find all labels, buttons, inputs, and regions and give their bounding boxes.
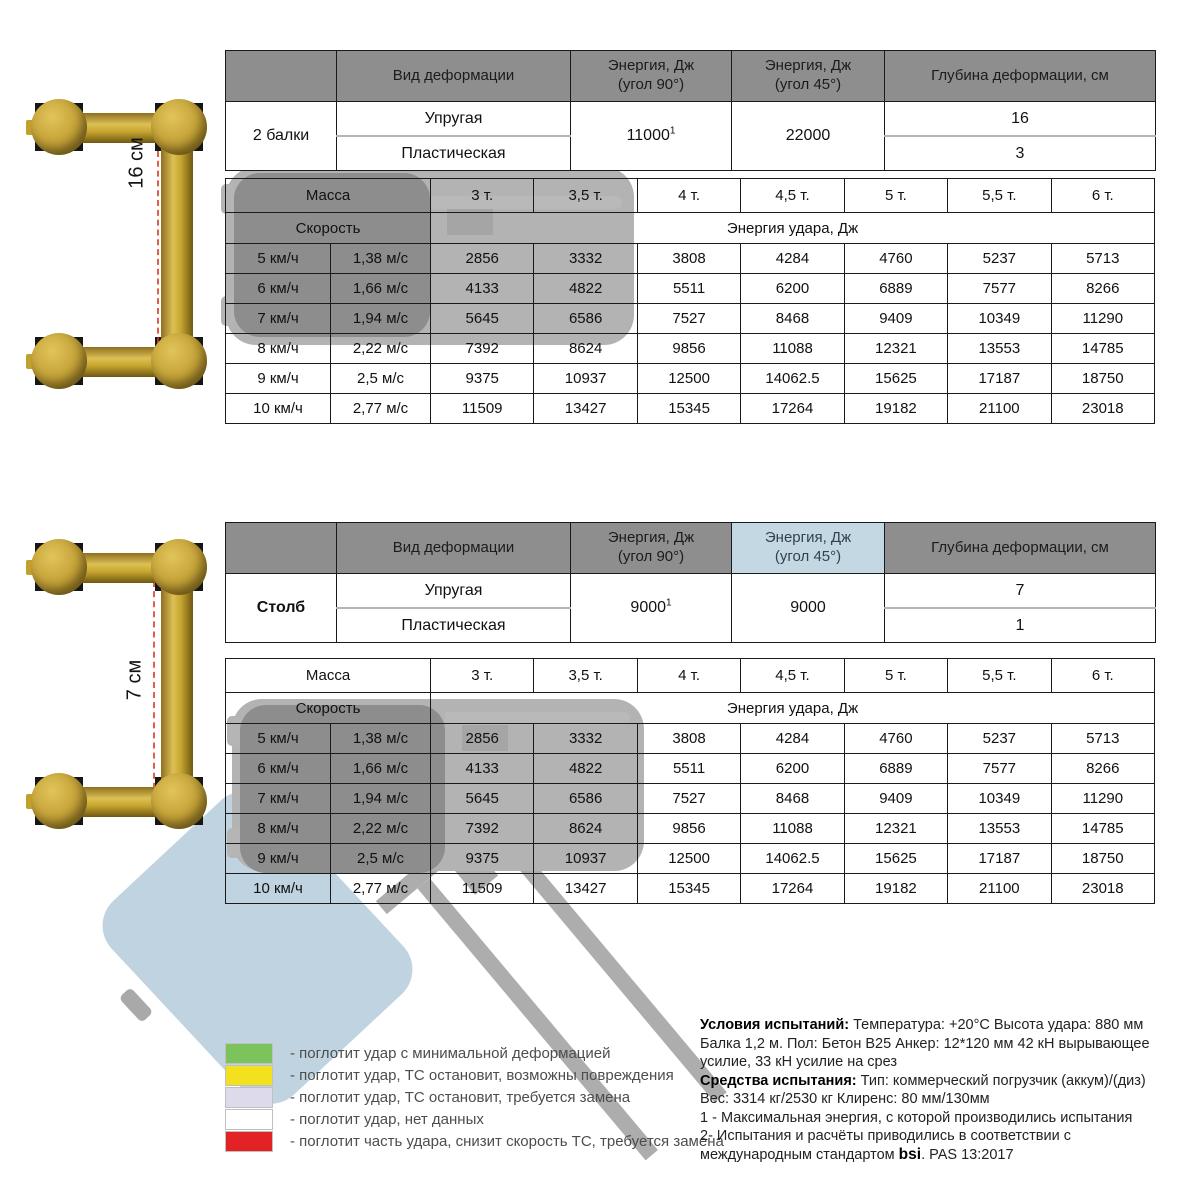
lavender-swatch [225,1087,273,1108]
spec-body-row-1 [226,574,1156,609]
post-cap [31,333,87,389]
notes-text-run: 2- Испытания и расчёты приводились в соответствии с [700,1128,1071,1144]
speed-kmh-cell: 10 км/ч [226,874,331,904]
energy-value-cell: 6586 [534,304,637,334]
mass-value-header: 6 т. [1051,179,1154,213]
energy-90-number: 11000 [626,127,670,144]
energy-value-cell: 15625 [844,364,947,394]
energy-value-cell: 3808 [637,724,740,754]
speed-kmh-cell: 7 км/ч [226,304,331,334]
speed-ms-cell: 2,5 м/с [331,844,431,874]
notes-text-run: . PAS 13:2017 [921,1146,1014,1163]
notes-text-run: усилие, 33 кН усилие на срез [700,1054,898,1070]
energy-90-value [571,574,732,643]
speed-kmh-cell: 5 км/ч [226,244,331,274]
notes-line [700,1035,1175,1054]
color-legend [225,1042,724,1152]
mass-value-header: 3 т. [431,659,534,693]
energy-value-cell: 21100 [948,394,1051,424]
energy-value-cell: 11088 [741,814,844,844]
energy-value-cell: 9375 [431,364,534,394]
energy-data-row [226,394,1155,424]
spec-row-label: Столб [226,574,337,643]
barrier-post [155,777,203,825]
mass-header-row [226,179,1155,213]
energy-value-cell: 13553 [948,814,1051,844]
energy-value-cell: 7527 [637,304,740,334]
mass-value-header: 3,5 т. [534,179,637,213]
depth-value-plastic: 3 [885,136,1156,171]
post-cap [31,773,87,829]
energy-value-cell: 8624 [534,334,637,364]
speed-header-row [226,693,1155,724]
energy-value-cell: 5713 [1051,724,1154,754]
mass-value-header: 4,5 т. [741,659,844,693]
speed-kmh-cell: 9 км/ч [226,844,331,874]
speed-label-cell: Скорость [226,213,431,244]
post-cap [151,99,207,155]
barrier-post [155,337,203,385]
notes-text-run: bsi [898,1145,922,1163]
spec-table [225,50,1156,171]
energy-value-cell: 7527 [637,784,740,814]
deflection-label: 7 см [123,659,146,701]
deflection-dashed-line [153,581,155,799]
notes-text-run: Балка 1,2 м. Пол: Бетон В25 Анкер: 12*120 мм 42 кН вырывающее [700,1035,1150,1052]
legend-label: - поглотит удар, ТС остановит, требуется замена [290,1088,631,1106]
energy-value-cell: 3332 [534,724,637,754]
energy-value-cell: 15345 [637,874,740,904]
post-cap [31,99,87,155]
energy-value-cell: 4760 [844,244,947,274]
legend-item-red [225,1130,724,1152]
energy-data-row [226,334,1155,364]
energy-value-cell: 2856 [431,724,534,754]
energy-90-line1: Энергия, Дж [607,529,695,547]
notes-line [700,1109,1175,1128]
energy-data-row [226,814,1155,844]
energy-value-cell: 10937 [534,844,637,874]
speed-ms-cell: 2,22 м/с [331,334,431,364]
speed-ms-cell: 2,5 м/с [331,364,431,394]
energy-value-cell: 6200 [741,754,844,784]
energy-45-value: 9000 [732,574,885,643]
energy-value-cell: 8266 [1051,754,1154,784]
notes-line [700,1016,1175,1035]
energy-value-cell: 4133 [431,754,534,784]
mass-value-header: 3,5 т. [534,659,637,693]
energy-value-cell: 15625 [844,844,947,874]
energy-45-value: 22000 [732,102,885,171]
energy-value-cell: 11509 [431,874,534,904]
notes-line [700,1053,1175,1072]
impact-energy-label-cell: Энергия удара, Дж [431,213,1155,244]
barrier-post [155,543,203,591]
speed-ms-cell: 1,38 м/с [331,244,431,274]
deformation-type-elastic: Упругая [337,574,571,609]
mass-label-cell: Масса [226,659,431,693]
speed-ms-cell: 1,94 м/с [331,304,431,334]
energy-value-cell: 11290 [1051,784,1154,814]
mass-value-header: 5 т. [844,659,947,693]
mass-value-header: 5 т. [844,179,947,213]
energy-value-cell: 5713 [1051,244,1154,274]
legend-label: - поглотит часть удара, снизит скорость ТС, требуется замена [290,1132,724,1150]
energy-45-line1: Энергия, Дж [764,529,852,547]
energy-value-cell: 5511 [637,754,740,784]
mass-value-header: 4 т. [637,659,740,693]
barrier-post [35,337,83,385]
notes-text-run: международным стандартом [700,1146,899,1163]
energy-value-cell: 14785 [1051,334,1154,364]
energy-value-cell: 23018 [1051,394,1154,424]
energy-value-cell: 18750 [1051,364,1154,394]
energy-value-cell: 17264 [741,874,844,904]
spec-corner-cell [226,523,337,574]
notes-text-run: Вес: 3314 кг/2530 кг Клиренс: 80 мм/130мм [700,1091,990,1107]
speed-ms-cell: 1,38 м/с [331,724,431,754]
spec-col-deformation: Вид деформации [337,51,571,102]
speed-label-cell: Скорость [226,693,431,724]
spec-col-energy-90 [571,51,732,102]
energy-value-cell: 4284 [741,244,844,274]
notes-text-run: Условия испытаний: [700,1017,850,1033]
energy-data-row [226,274,1155,304]
energy-value-cell: 6200 [741,274,844,304]
speed-kmh-cell: 10 км/ч [226,394,331,424]
spec-header-row [226,51,1156,102]
spec-col-energy-45 [732,51,885,102]
energy-value-cell: 5645 [431,784,534,814]
mass-value-header: 4,5 т. [741,179,844,213]
energy-value-cell: 13427 [534,394,637,424]
spec-corner-cell [226,51,337,102]
notes-line [700,1072,1175,1091]
energy-value-cell: 4133 [431,274,534,304]
energy-90-number: 9000 [630,599,667,616]
energy-value-cell: 8266 [1051,274,1154,304]
barrier-illustration [33,543,208,835]
energy-value-cell: 3332 [534,244,637,274]
energy-data-row [226,364,1155,394]
spec-table [225,522,1156,643]
energy-value-cell: 21100 [948,874,1051,904]
energy-value-cell: 15345 [637,394,740,424]
spec-row-label: 2 балки [226,102,337,171]
speed-kmh-cell: 7 км/ч [226,784,331,814]
energy-value-cell: 11290 [1051,304,1154,334]
energy-value-cell: 17264 [741,394,844,424]
energy-data-row [226,844,1155,874]
energy-value-cell: 4284 [741,724,844,754]
energy-value-cell: 11509 [431,394,534,424]
energy-value-cell: 10349 [948,304,1051,334]
energy-90-line1: Энергия, Дж [607,57,695,75]
post-cap [151,773,207,829]
speed-ms-cell: 2,22 м/с [331,814,431,844]
energy-value-cell: 14062.5 [741,844,844,874]
energy-value-cell: 9409 [844,304,947,334]
legend-item-white [225,1108,724,1130]
energy-value-cell: 7392 [431,814,534,844]
energy-value-cell: 12500 [637,364,740,394]
energy-value-cell: 9375 [431,844,534,874]
notes-text-run: Средства испытания: [700,1072,857,1089]
mass-value-header: 3 т. [431,179,534,213]
speed-kmh-cell: 8 км/ч [226,814,331,844]
speed-kmh-cell: 5 км/ч [226,724,331,754]
deformation-type-plastic: Пластическая [337,136,571,171]
notes-text-run: Тип: коммерческий погрузчик (аккум)/(диз) [856,1072,1146,1089]
spec-col-depth: Глубина деформации, см [885,523,1156,574]
energy-90-line2: (угол 90°) [617,548,685,565]
energy-value-cell: 12500 [637,844,740,874]
legend-label: - поглотит удар с минимальной деформацией [290,1044,611,1062]
speed-ms-cell: 1,66 м/с [331,274,431,304]
deformation-type-plastic: Пластическая [337,608,571,643]
energy-data-row [226,724,1155,754]
speed-kmh-cell: 6 км/ч [226,754,331,784]
deflection-dashed-line [157,151,159,363]
spec-col-depth: Глубина деформации, см [885,51,1156,102]
notes-line [700,1127,1175,1146]
speed-ms-cell: 2,77 м/с [331,874,431,904]
energy-value-cell: 4822 [534,754,637,784]
mass-value-header: 4 т. [637,179,740,213]
spec-body-row-1 [226,102,1156,137]
notes-line [700,1146,1175,1165]
energy-value-cell: 7577 [948,274,1051,304]
energy-value-cell: 19182 [844,394,947,424]
energy-data-row [226,304,1155,334]
energy-value-cell: 9856 [637,814,740,844]
spec-header-row [226,523,1156,574]
energy-value-cell: 10937 [534,364,637,394]
speed-header-row [226,213,1155,244]
energy-value-cell: 4760 [844,724,947,754]
energy-value-cell: 12321 [844,814,947,844]
speed-kmh-cell: 9 км/ч [226,364,331,394]
forklift-blue-wheel [119,987,154,1023]
energy-45-line1: Энергия, Дж [764,57,852,75]
energy-value-cell: 5511 [637,274,740,304]
barrier-post [35,777,83,825]
red-swatch [225,1131,273,1152]
legend-item-lavender [225,1086,724,1108]
yellow-swatch [225,1065,273,1086]
green-swatch [225,1043,273,1064]
energy-value-cell: 18750 [1051,844,1154,874]
deformation-type-elastic: Упругая [337,102,571,137]
depth-value-plastic: 1 [885,608,1156,643]
speed-kmh-cell: 6 км/ч [226,274,331,304]
barrier-post [155,103,203,151]
post-cap [31,539,87,595]
energy-value-cell: 6889 [844,274,947,304]
impact-energy-label-cell: Энергия удара, Дж [431,693,1155,724]
spec-col-deformation: Вид деформации [337,523,571,574]
energy-data-row [226,754,1155,784]
energy-90-footnote-mark: 1 [666,597,672,609]
energy-value-cell: 5237 [948,724,1051,754]
energy-value-cell: 14062.5 [741,364,844,394]
barrier-illustration [33,103,208,395]
energy-45-line2: (угол 45°) [774,548,842,565]
energy-value-cell: 14785 [1051,814,1154,844]
legend-label: - поглотит удар, нет данных [290,1110,484,1128]
energy-90-line2: (угол 90°) [617,76,685,93]
energy-value-cell: 12321 [844,334,947,364]
energy-value-cell: 8468 [741,784,844,814]
energy-value-cell: 9409 [844,784,947,814]
post-cap [151,539,207,595]
energy-value-cell: 13427 [534,874,637,904]
notes-text-run: Температура: +20°C Высота удара: 880 мм [849,1017,1144,1033]
spec-col-energy-45 [732,523,885,574]
energy-value-cell: 5645 [431,304,534,334]
energy-value-cell: 13553 [948,334,1051,364]
energy-value-cell: 19182 [844,874,947,904]
energy-value-cell: 4822 [534,274,637,304]
legend-item-green [225,1042,724,1064]
energy-data-row [226,784,1155,814]
test-conditions-notes [700,1016,1175,1164]
energy-value-cell: 10349 [948,784,1051,814]
energy-data-row [226,244,1155,274]
energy-value-cell: 6586 [534,784,637,814]
energy-value-cell: 2856 [431,244,534,274]
energy-value-cell: 8468 [741,304,844,334]
deflection-label: 16 см [125,137,148,189]
energy-value-cell: 9856 [637,334,740,364]
energy-value-cell: 23018 [1051,874,1154,904]
white-swatch [225,1109,273,1130]
energy-45-line2: (угол 45°) [774,76,842,93]
speed-ms-cell: 2,77 м/с [331,394,431,424]
energy-90-value [571,102,732,171]
mass-value-header: 5,5 т. [948,659,1051,693]
energy-value-cell: 7577 [948,754,1051,784]
energy-value-cell: 3808 [637,244,740,274]
depth-value-elastic: 16 [885,102,1156,137]
speed-ms-cell: 1,66 м/с [331,754,431,784]
notes-text-run: 1 - Максимальная энергия, с которой производились испытания [700,1109,1133,1126]
depth-value-elastic: 7 [885,574,1156,609]
speed-ms-cell: 1,94 м/с [331,784,431,814]
energy-value-cell: 7392 [431,334,534,364]
energy-value-cell: 5237 [948,244,1051,274]
mass-header-row [226,659,1155,693]
energy-value-cell: 17187 [948,364,1051,394]
energy-value-cell: 8624 [534,814,637,844]
barrier-post [35,103,83,151]
energy-value-cell: 11088 [741,334,844,364]
barrier-post [35,543,83,591]
legend-item-yellow [225,1064,724,1086]
mass-label-cell: Масса [226,179,431,213]
mass-value-header: 5,5 т. [948,179,1051,213]
notes-line [700,1090,1175,1109]
energy-table [225,658,1155,904]
mass-value-header: 6 т. [1051,659,1154,693]
energy-value-cell: 6889 [844,754,947,784]
energy-table [225,178,1155,424]
spec-col-energy-90 [571,523,732,574]
post-cap [151,333,207,389]
speed-kmh-cell: 8 км/ч [226,334,331,364]
energy-value-cell: 17187 [948,844,1051,874]
energy-90-footnote-mark: 1 [669,125,676,137]
energy-data-row [226,874,1155,904]
legend-label: - поглотит удар, ТС остановит, возможны повреждения [290,1066,674,1084]
